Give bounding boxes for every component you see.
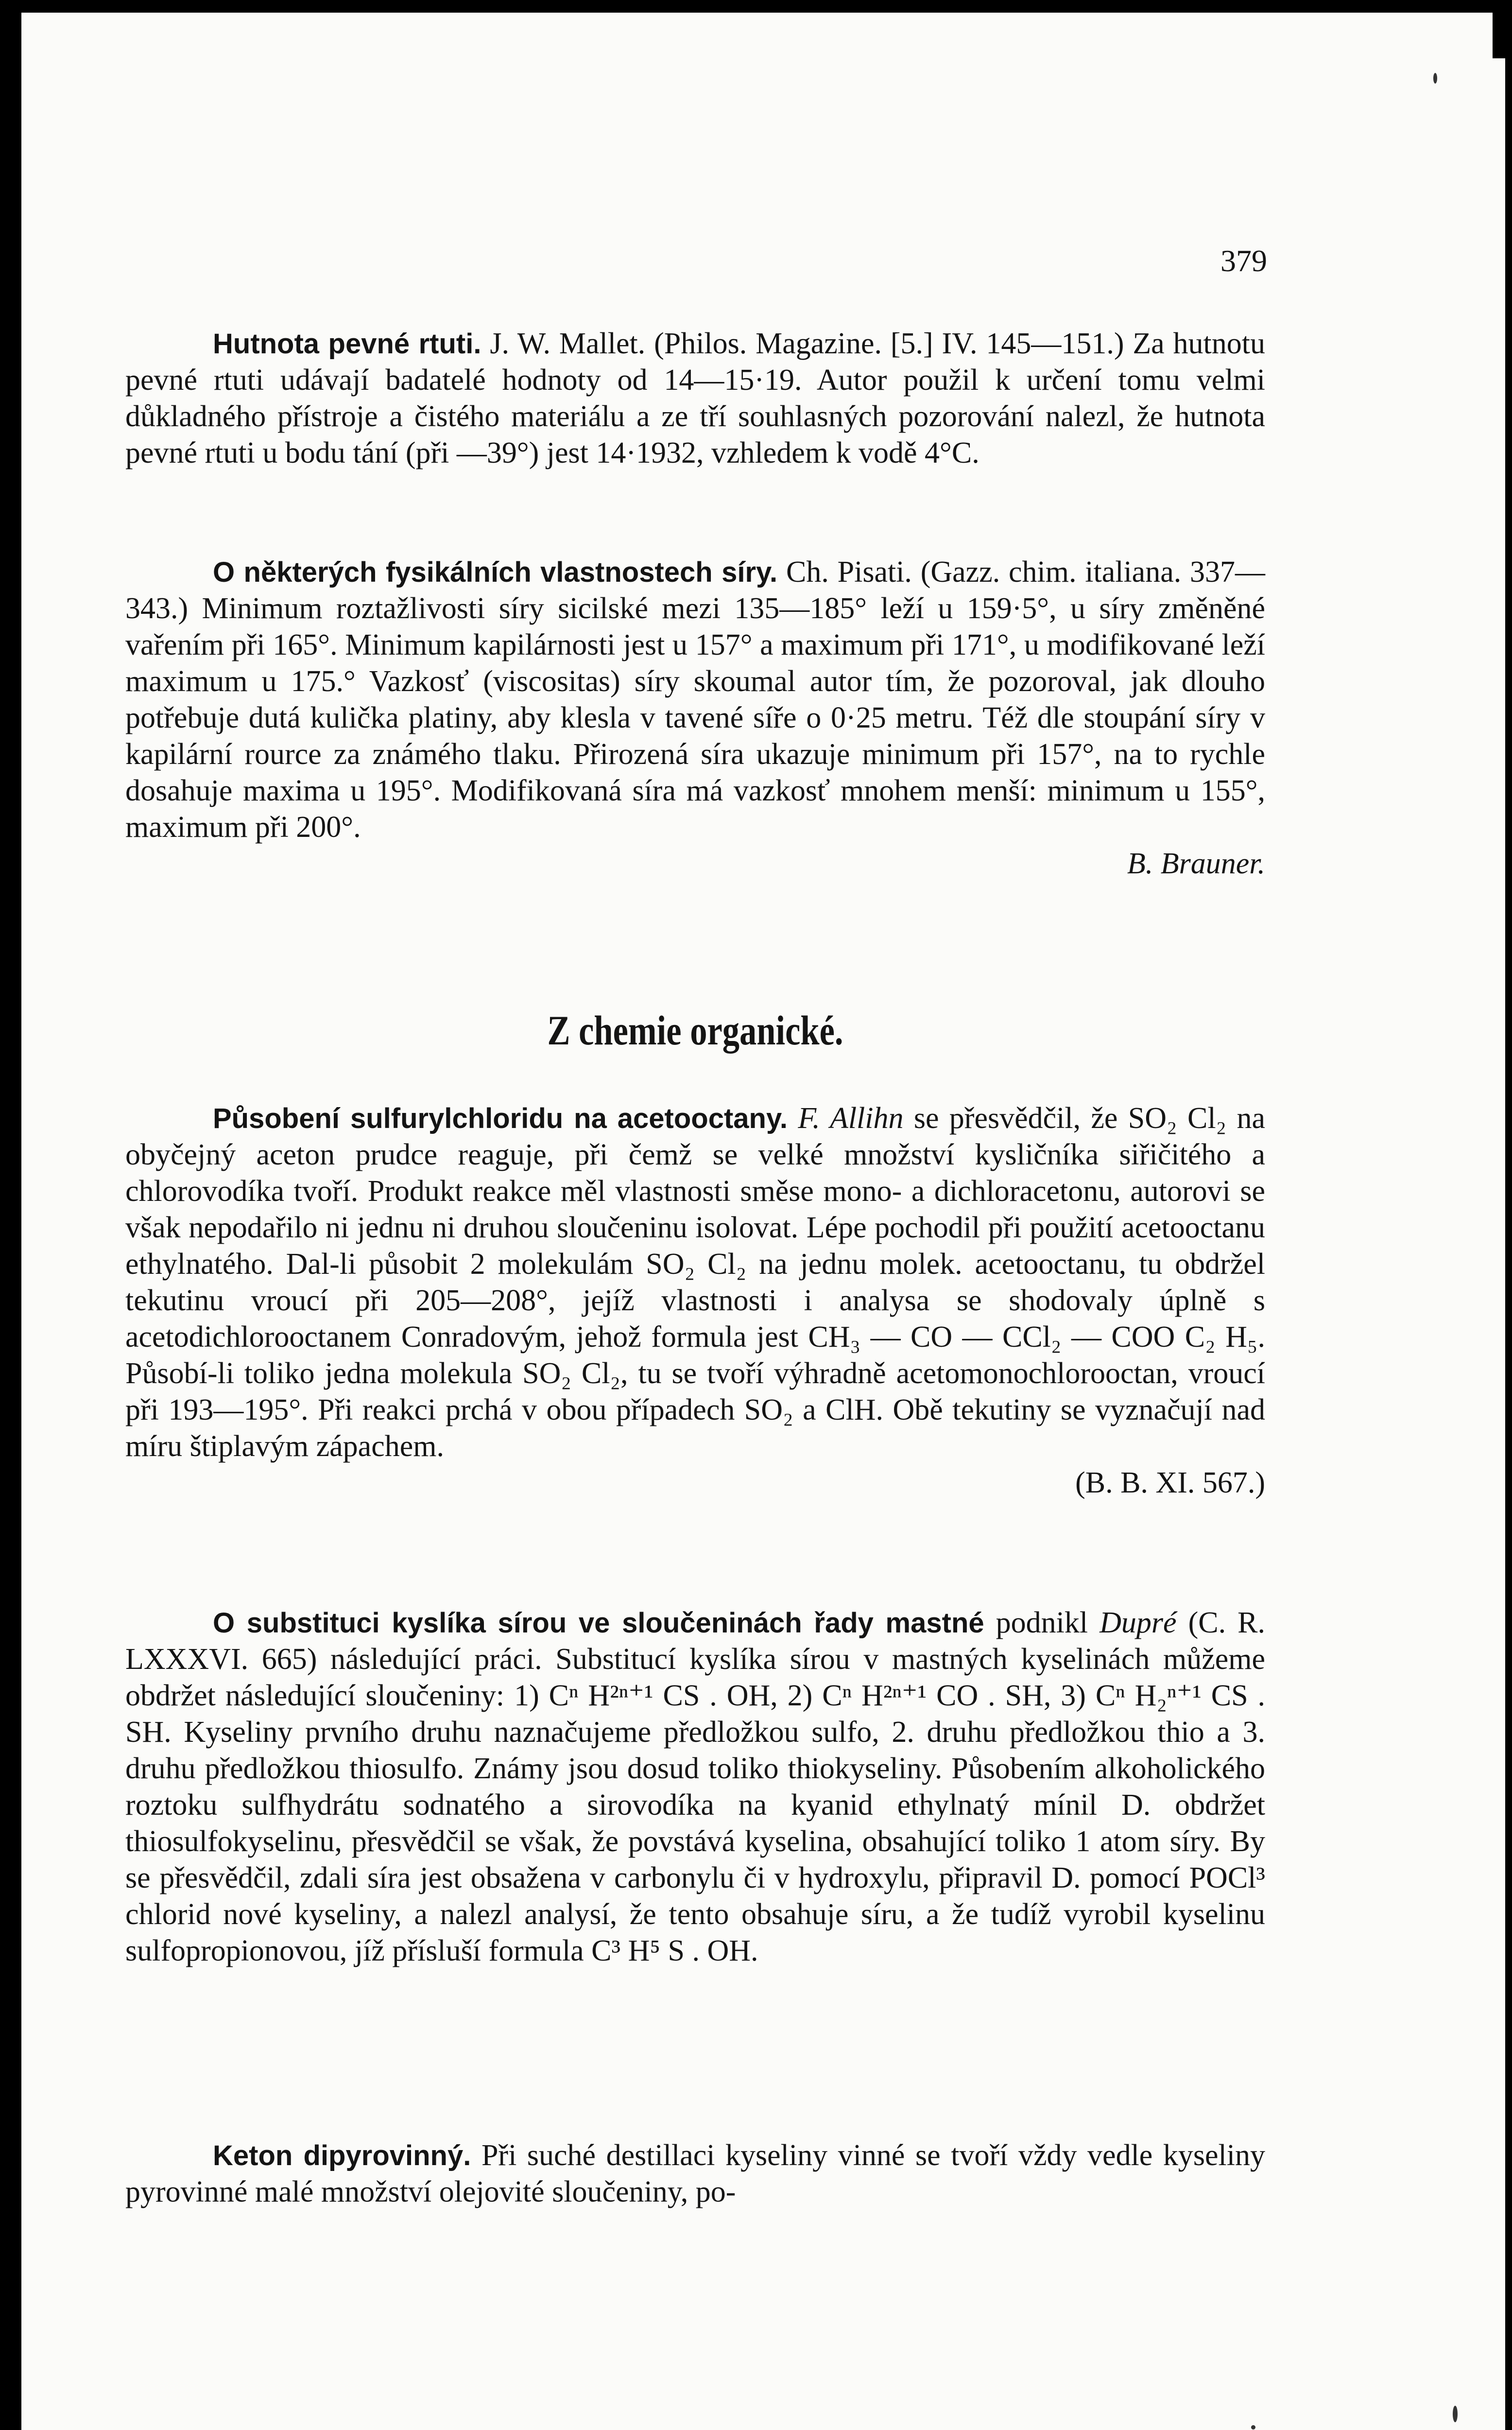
paragraph-heading: Působení sulfurylchloridu na acetooctany. (213, 1103, 788, 1134)
paragraph-heading: Keton dipyrovinný. (213, 2140, 471, 2171)
paragraph-body: Při suché destillaci kyseliny vinné se tvoří vždy vedle kyseliny pyrovinné malé množství olejovité sloučeniny, po- (125, 2139, 1265, 2208)
paragraph-sulfuryl-chloride (125, 1100, 1265, 1501)
paragraph-body: (C. R. LXXXVI. 665) následující práci. Substitucí kyslíka sírou v mastných kyselinách můžeme obdržet následující sloučeniny: 1) Cⁿ H²ⁿ⁺¹ CS . OH, 2) Cⁿ H²ⁿ⁺¹ CO . SH, 3) Cⁿ H₂ⁿ⁺¹ CS . SH. Kyseliny prvního druhu naznačujeme předložkou sulfo, 2. druhu předložkou thio a 3. druhu předložkou thiosulfo. Známy jsou dosud toliko thiokyseliny. Působením alkoholického roztoku sulfhydrátu sodnatého a sirovodíka na kyanid ethylnatý mínil D. obdržet thiosulfokyselinu, přesvědčil se však, že povstává kyselina, obsahující toliko 1 atom síry. By se přesvědčil, zdali síra jest obsažena v carbonylu či v hydroxylu, připravil D. pomocí POCl³ chlorid nové kyseliny, a nalezl analysí, že tento obsahuje síru, a že tudíž vyrobil kyselinu sulfopropionovou, jíž přísluší formula C³ H⁵ S . OH. (125, 1606, 1265, 1967)
scan-corner-mark (1493, 0, 1512, 58)
paragraph-sulfur-properties (125, 554, 1265, 882)
paragraph-body: Ch. Pisati. (Gazz. chim. italiana. 337—343.) Minimum roztažlivosti síry sicilské mezi 135—185° leží u 159·5°, u síry změněné vařením při 165°. Minimum kapilárnosti jest u 157° a maximum při 171°, u modifikované leží maximum u 175.° Vazkosť (viscositas) síry skoumal autor tím, že pozoroval, jak dlouho potřebuje dutá kulička platiny, aby klesla v tavené síře o 0·25 metru. Též dle stoupání síry v kapilární rource za známého tlaku. Přirozená síra ukazuje minimum při 157°, na to rychle dosahuje maxima u 195°. Modifikovaná síra má vazkosť mnohem menší: minimum u 155°, maximum při 200°. (125, 555, 1266, 844)
paragraph-heading: O substituci kyslíka sírou ve sloučeninách řady mastné (213, 1607, 984, 1639)
paragraph-body: se přesvědčil, že SO₂ Cl₂ na obyčejný aceton prudce reaguje, při čemž se velké množství kysličníka siřičitého a chlorovodíka tvoří. Produkt reakce měl vlastnosti směse mono- a dichloracetonu, autorovi se však nepodařilo ni jednu ni druhou sloučeninu isolovat. Lépe pochodil při použití acetooctanu ethylnatého. Dal-li působit 2 molekulám SO₂ Cl₂ na jednu molek. acetooctanu, tu obdržel tekutinu vroucí při 205—208°, jejíž vlastnosti i analysa se shodovaly úplně s acetodichlorooctanem Conradovým, jehož formula jest CH₃ — CO — CCl₂ — COO C₂ H₅. Působí-li toliko jedna molekula SO₂ Cl₂, tu se tvoří výhradně acetomonochlorooctan, vroucí při 193—195°. Při reakci prchá v obou případech SO₂ a ClH. Obě tekutiny se vyznačují nad míru štiplavým zápachem. (125, 1102, 1265, 1463)
paragraph-oxygen-substitution (125, 1605, 1265, 1969)
paragraph-body-lead: podnikl (996, 1606, 1088, 1639)
page-number: 379 (1220, 243, 1267, 278)
paragraph-reference: (B. B. XI. 567.) (1075, 1466, 1265, 1499)
scan-border-right (1505, 0, 1512, 2430)
paragraph-heading: Hutnota pevné rtuti. (213, 328, 481, 360)
section-title: Z chemie organické. (547, 1007, 843, 1054)
scan-border-top (0, 0, 1512, 13)
paragraph-heading: O některých fysikálních vlastnostech síry. (213, 556, 778, 588)
paragraph-author: F. Allihn (798, 1102, 904, 1135)
scan-border-left (0, 0, 21, 2430)
author-signature: B. Brauner. (1127, 847, 1265, 880)
paragraph-mercury-density (125, 326, 1265, 471)
paragraph-author: Dupré (1100, 1606, 1177, 1639)
paragraph-dipyrovine-ketone (125, 2137, 1265, 2210)
paragraph-body: J. W. Mallet. (Philos. Magazine. [5.] IV. 145—151.) Za hutnotu pevné rtuti udávají badatelé hodnoty od 14—15·19. Autor použil k určení tomu velmi důkladného přístroje a čistého materiálu a ze tří souhlasných pozorování nalezl, že hutnota pevné rtuti u bodu tání (při —39°) jest 14·1932, vzhledem k vodě 4°C. (125, 327, 1266, 469)
